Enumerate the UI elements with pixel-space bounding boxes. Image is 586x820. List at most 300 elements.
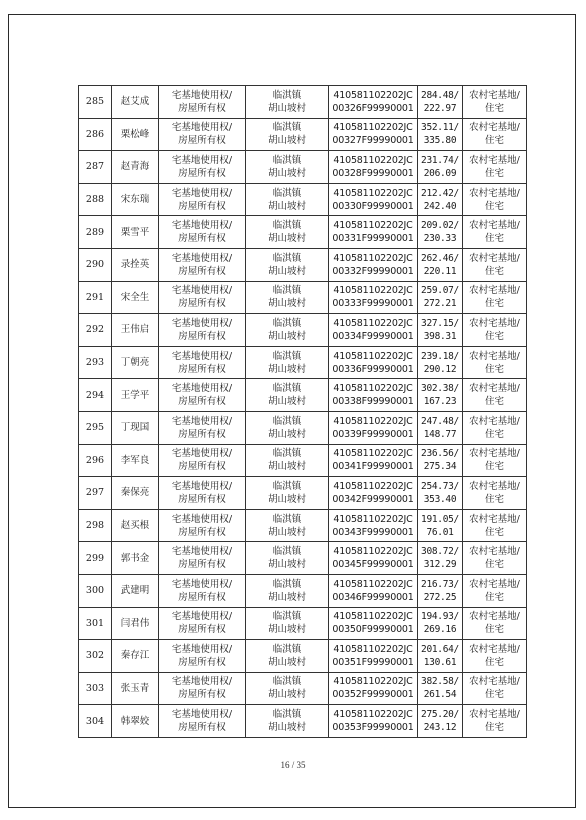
location-line: 临淇镇 bbox=[272, 578, 302, 590]
area-cell bbox=[418, 542, 463, 575]
area-line: 275.20/ bbox=[421, 709, 459, 721]
land-use-line: 农村宅基地/ bbox=[469, 285, 520, 297]
location-line: 胡山坡村 bbox=[267, 526, 306, 538]
location-line: 临淇镇 bbox=[272, 89, 302, 101]
right-type-cell bbox=[159, 281, 246, 314]
area-cell bbox=[418, 216, 463, 249]
land-use-line: 农村宅基地/ bbox=[469, 480, 520, 492]
location-cell bbox=[246, 216, 329, 249]
location-cell bbox=[246, 118, 329, 151]
unit-code-line: 00338F99990001 bbox=[332, 396, 414, 408]
right-type-cell bbox=[159, 248, 246, 281]
unit-code-line: 00342F99990001 bbox=[332, 493, 414, 505]
area-line: 201.64/ bbox=[421, 643, 459, 655]
right-type-line: 宅基地使用权/ bbox=[171, 513, 233, 525]
serial-number-cell: 293 bbox=[79, 346, 112, 379]
unit-code-cell bbox=[329, 411, 418, 444]
area-line: 269.16 bbox=[423, 624, 457, 636]
area-line: 239.18/ bbox=[421, 350, 459, 362]
unit-code-line: 410581102202JC bbox=[333, 611, 413, 623]
owner-name-cell: 赵青海 bbox=[112, 151, 159, 184]
unit-code-line: 00333F99990001 bbox=[332, 298, 414, 310]
serial-number-cell: 292 bbox=[79, 314, 112, 347]
owner-name-cell: 栗雪平 bbox=[112, 216, 159, 249]
area-cell bbox=[418, 607, 463, 640]
location-line: 胡山坡村 bbox=[267, 396, 306, 408]
area-line: 312.29 bbox=[423, 559, 457, 571]
area-line: 130.61 bbox=[423, 656, 457, 668]
registration-table-body bbox=[79, 86, 527, 738]
right-type-cell bbox=[159, 118, 246, 151]
right-type-line: 宅基地使用权/ bbox=[171, 122, 233, 134]
serial-number-cell: 295 bbox=[79, 411, 112, 444]
unit-code-line: 410581102202JC bbox=[333, 154, 413, 166]
serial-number-cell: 289 bbox=[79, 216, 112, 249]
right-type-line: 房屋所有权 bbox=[178, 624, 226, 636]
location-line: 临淇镇 bbox=[272, 448, 302, 460]
right-type-line: 宅基地使用权/ bbox=[171, 480, 233, 492]
location-line: 胡山坡村 bbox=[267, 363, 306, 375]
unit-code-cell bbox=[329, 705, 418, 738]
location-line: 胡山坡村 bbox=[267, 461, 306, 473]
area-line: 261.54 bbox=[423, 689, 457, 701]
land-use-line: 农村宅基地/ bbox=[469, 415, 520, 427]
right-type-line: 宅基地使用权/ bbox=[171, 285, 233, 297]
land-use-line: 农村宅基地/ bbox=[469, 578, 520, 590]
land-use-cell bbox=[463, 509, 527, 542]
owner-name-cell: 栗松峰 bbox=[112, 118, 159, 151]
right-type-line: 房屋所有权 bbox=[178, 591, 226, 603]
serial-number-cell: 294 bbox=[79, 379, 112, 412]
land-use-line: 住宅 bbox=[484, 330, 504, 342]
land-use-cell bbox=[463, 705, 527, 738]
location-cell bbox=[246, 477, 329, 510]
unit-code-line: 410581102202JC bbox=[333, 285, 413, 297]
land-use-line: 住宅 bbox=[484, 102, 504, 114]
land-use-line: 住宅 bbox=[484, 135, 504, 147]
unit-code-cell bbox=[329, 640, 418, 673]
location-cell bbox=[246, 248, 329, 281]
land-use-line: 农村宅基地/ bbox=[469, 546, 520, 558]
right-type-cell bbox=[159, 411, 246, 444]
location-cell bbox=[246, 672, 329, 705]
unit-code-cell bbox=[329, 118, 418, 151]
land-use-line: 住宅 bbox=[484, 591, 504, 603]
area-line: 272.25 bbox=[423, 591, 457, 603]
area-line: 353.40 bbox=[423, 493, 457, 505]
land-use-cell bbox=[463, 411, 527, 444]
area-cell bbox=[418, 411, 463, 444]
right-type-line: 房屋所有权 bbox=[178, 135, 226, 147]
table-row bbox=[79, 314, 527, 347]
unit-code-cell bbox=[329, 444, 418, 477]
location-line: 胡山坡村 bbox=[267, 689, 306, 701]
right-type-line: 房屋所有权 bbox=[178, 200, 226, 212]
location-cell bbox=[246, 314, 329, 347]
area-line: 308.72/ bbox=[421, 546, 459, 558]
area-line: 230.33 bbox=[423, 233, 457, 245]
location-line: 临淇镇 bbox=[272, 480, 302, 492]
land-use-line: 农村宅基地/ bbox=[469, 220, 520, 232]
location-line: 临淇镇 bbox=[272, 611, 302, 623]
owner-name-cell: 郭书金 bbox=[112, 542, 159, 575]
right-type-cell bbox=[159, 183, 246, 216]
location-cell bbox=[246, 183, 329, 216]
owner-name-cell: 丁朝亮 bbox=[112, 346, 159, 379]
area-line: 191.05/ bbox=[421, 513, 459, 525]
area-line: 352.11/ bbox=[421, 122, 459, 134]
unit-code-line: 410581102202JC bbox=[333, 350, 413, 362]
unit-code-cell bbox=[329, 672, 418, 705]
right-type-cell bbox=[159, 509, 246, 542]
unit-code-line: 410581102202JC bbox=[333, 513, 413, 525]
area-cell bbox=[418, 444, 463, 477]
serial-number-cell: 285 bbox=[79, 86, 112, 119]
location-line: 临淇镇 bbox=[272, 546, 302, 558]
registration-table bbox=[78, 85, 527, 738]
area-cell bbox=[418, 281, 463, 314]
location-line: 临淇镇 bbox=[272, 187, 302, 199]
land-use-line: 住宅 bbox=[484, 656, 504, 668]
location-line: 临淇镇 bbox=[272, 350, 302, 362]
right-type-line: 宅基地使用权/ bbox=[171, 383, 233, 395]
unit-code-line: 00352F99990001 bbox=[332, 689, 414, 701]
unit-code-cell bbox=[329, 574, 418, 607]
unit-code-cell bbox=[329, 509, 418, 542]
area-line: 167.23 bbox=[423, 396, 457, 408]
location-line: 临淇镇 bbox=[272, 220, 302, 232]
unit-code-cell bbox=[329, 542, 418, 575]
land-use-cell bbox=[463, 477, 527, 510]
land-use-line: 农村宅基地/ bbox=[469, 187, 520, 199]
land-use-cell bbox=[463, 574, 527, 607]
area-cell bbox=[418, 183, 463, 216]
serial-number-cell: 298 bbox=[79, 509, 112, 542]
area-line: 206.09 bbox=[423, 167, 457, 179]
location-line: 临淇镇 bbox=[272, 317, 302, 329]
land-use-line: 住宅 bbox=[484, 461, 504, 473]
right-type-line: 房屋所有权 bbox=[178, 396, 226, 408]
serial-number-cell: 302 bbox=[79, 640, 112, 673]
right-type-line: 房屋所有权 bbox=[178, 363, 226, 375]
area-line: 220.11 bbox=[423, 265, 457, 277]
area-line: 236.56/ bbox=[421, 448, 459, 460]
unit-code-cell bbox=[329, 346, 418, 379]
area-cell bbox=[418, 86, 463, 119]
serial-number-cell: 291 bbox=[79, 281, 112, 314]
right-type-cell bbox=[159, 640, 246, 673]
land-use-line: 住宅 bbox=[484, 624, 504, 636]
right-type-line: 房屋所有权 bbox=[178, 461, 226, 473]
area-cell bbox=[418, 151, 463, 184]
land-use-cell bbox=[463, 86, 527, 119]
serial-number-cell: 299 bbox=[79, 542, 112, 575]
unit-code-line: 410581102202JC bbox=[333, 187, 413, 199]
serial-number-cell: 296 bbox=[79, 444, 112, 477]
owner-name-cell: 李军良 bbox=[112, 444, 159, 477]
right-type-line: 宅基地使用权/ bbox=[171, 350, 233, 362]
right-type-cell bbox=[159, 379, 246, 412]
right-type-line: 房屋所有权 bbox=[178, 493, 226, 505]
location-line: 胡山坡村 bbox=[267, 722, 306, 734]
location-line: 临淇镇 bbox=[272, 709, 302, 721]
right-type-line: 房屋所有权 bbox=[178, 265, 226, 277]
table-row bbox=[79, 118, 527, 151]
land-use-cell bbox=[463, 444, 527, 477]
land-use-cell bbox=[463, 248, 527, 281]
unit-code-line: 00327F99990001 bbox=[332, 135, 414, 147]
location-cell bbox=[246, 151, 329, 184]
table-row bbox=[79, 574, 527, 607]
serial-number-cell: 288 bbox=[79, 183, 112, 216]
land-use-cell bbox=[463, 314, 527, 347]
right-type-line: 宅基地使用权/ bbox=[171, 415, 233, 427]
land-use-cell bbox=[463, 672, 527, 705]
right-type-cell bbox=[159, 346, 246, 379]
location-line: 胡山坡村 bbox=[267, 493, 306, 505]
table-row bbox=[79, 411, 527, 444]
right-type-line: 宅基地使用权/ bbox=[171, 448, 233, 460]
location-cell bbox=[246, 607, 329, 640]
right-type-cell bbox=[159, 574, 246, 607]
page-number: 16 / 35 bbox=[280, 760, 306, 770]
land-use-cell bbox=[463, 379, 527, 412]
land-use-line: 住宅 bbox=[484, 200, 504, 212]
location-cell bbox=[246, 640, 329, 673]
unit-code-cell bbox=[329, 477, 418, 510]
area-line: 262.46/ bbox=[421, 252, 459, 264]
table-row bbox=[79, 151, 527, 184]
location-line: 临淇镇 bbox=[272, 252, 302, 264]
location-line: 胡山坡村 bbox=[267, 233, 306, 245]
serial-number-cell: 304 bbox=[79, 705, 112, 738]
area-line: 212.42/ bbox=[421, 187, 459, 199]
serial-number-cell: 286 bbox=[79, 118, 112, 151]
right-type-line: 宅基地使用权/ bbox=[171, 187, 233, 199]
land-use-line: 住宅 bbox=[484, 722, 504, 734]
right-type-line: 宅基地使用权/ bbox=[171, 578, 233, 590]
area-line: 254.73/ bbox=[421, 480, 459, 492]
land-use-line: 住宅 bbox=[484, 167, 504, 179]
right-type-line: 房屋所有权 bbox=[178, 428, 226, 440]
location-cell bbox=[246, 705, 329, 738]
owner-name-cell: 赵买根 bbox=[112, 509, 159, 542]
area-line: 327.15/ bbox=[421, 317, 459, 329]
serial-number-cell: 300 bbox=[79, 574, 112, 607]
right-type-cell bbox=[159, 151, 246, 184]
unit-code-line: 410581102202JC bbox=[333, 252, 413, 264]
land-use-line: 农村宅基地/ bbox=[469, 643, 520, 655]
location-line: 胡山坡村 bbox=[267, 656, 306, 668]
land-use-line: 住宅 bbox=[484, 363, 504, 375]
unit-code-cell bbox=[329, 607, 418, 640]
area-line: 284.48/ bbox=[421, 89, 459, 101]
area-line: 382.58/ bbox=[421, 676, 459, 688]
right-type-line: 宅基地使用权/ bbox=[171, 317, 233, 329]
right-type-line: 宅基地使用权/ bbox=[171, 611, 233, 623]
area-cell bbox=[418, 672, 463, 705]
right-type-line: 房屋所有权 bbox=[178, 167, 226, 179]
land-use-line: 农村宅基地/ bbox=[469, 676, 520, 688]
area-line: 275.34 bbox=[423, 461, 457, 473]
table-row bbox=[79, 509, 527, 542]
table-row bbox=[79, 281, 527, 314]
unit-code-cell bbox=[329, 86, 418, 119]
unit-code-line: 410581102202JC bbox=[333, 317, 413, 329]
right-type-cell bbox=[159, 542, 246, 575]
unit-code-line: 410581102202JC bbox=[333, 480, 413, 492]
table-row bbox=[79, 86, 527, 119]
location-line: 胡山坡村 bbox=[267, 298, 306, 310]
right-type-line: 房屋所有权 bbox=[178, 722, 226, 734]
land-use-line: 农村宅基地/ bbox=[469, 448, 520, 460]
owner-name-cell: 韩翠姣 bbox=[112, 705, 159, 738]
land-use-line: 农村宅基地/ bbox=[469, 89, 520, 101]
right-type-line: 房屋所有权 bbox=[178, 689, 226, 701]
location-cell bbox=[246, 509, 329, 542]
unit-code-line: 410581102202JC bbox=[333, 643, 413, 655]
unit-code-cell bbox=[329, 216, 418, 249]
area-line: 76.01 bbox=[426, 526, 454, 538]
right-type-line: 宅基地使用权/ bbox=[171, 676, 233, 688]
land-use-line: 住宅 bbox=[484, 265, 504, 277]
area-line: 247.48/ bbox=[421, 415, 459, 427]
unit-code-cell bbox=[329, 281, 418, 314]
land-use-cell bbox=[463, 183, 527, 216]
unit-code-cell bbox=[329, 314, 418, 347]
right-type-cell bbox=[159, 607, 246, 640]
location-cell bbox=[246, 281, 329, 314]
area-line: 209.02/ bbox=[421, 220, 459, 232]
unit-code-line: 410581102202JC bbox=[333, 448, 413, 460]
land-use-cell bbox=[463, 118, 527, 151]
location-line: 胡山坡村 bbox=[267, 200, 306, 212]
unit-code-line: 00330F99990001 bbox=[332, 200, 414, 212]
location-line: 临淇镇 bbox=[272, 643, 302, 655]
area-line: 259.07/ bbox=[421, 285, 459, 297]
table-row bbox=[79, 705, 527, 738]
area-line: 231.74/ bbox=[421, 154, 459, 166]
location-cell bbox=[246, 86, 329, 119]
right-type-line: 宅基地使用权/ bbox=[171, 546, 233, 558]
unit-code-line: 00341F99990001 bbox=[332, 461, 414, 473]
owner-name-cell: 宋东瑞 bbox=[112, 183, 159, 216]
area-line: 216.73/ bbox=[421, 578, 459, 590]
location-line: 胡山坡村 bbox=[267, 167, 306, 179]
table-row bbox=[79, 248, 527, 281]
location-line: 临淇镇 bbox=[272, 676, 302, 688]
right-type-cell bbox=[159, 672, 246, 705]
owner-name-cell: 秦存江 bbox=[112, 640, 159, 673]
area-line: 242.40 bbox=[423, 200, 457, 212]
land-use-line: 住宅 bbox=[484, 233, 504, 245]
right-type-line: 房屋所有权 bbox=[178, 559, 226, 571]
unit-code-line: 00328F99990001 bbox=[332, 167, 414, 179]
serial-number-cell: 297 bbox=[79, 477, 112, 510]
right-type-line: 房屋所有权 bbox=[178, 526, 226, 538]
location-cell bbox=[246, 346, 329, 379]
unit-code-line: 00351F99990001 bbox=[332, 656, 414, 668]
area-cell bbox=[418, 248, 463, 281]
owner-name-cell: 王学平 bbox=[112, 379, 159, 412]
unit-code-cell bbox=[329, 379, 418, 412]
land-use-cell bbox=[463, 542, 527, 575]
location-cell bbox=[246, 542, 329, 575]
right-type-line: 房屋所有权 bbox=[178, 298, 226, 310]
right-type-cell bbox=[159, 477, 246, 510]
right-type-line: 房屋所有权 bbox=[178, 233, 226, 245]
land-use-cell bbox=[463, 281, 527, 314]
right-type-line: 宅基地使用权/ bbox=[171, 154, 233, 166]
area-line: 272.21 bbox=[423, 298, 457, 310]
land-use-line: 住宅 bbox=[484, 689, 504, 701]
area-line: 290.12 bbox=[423, 363, 457, 375]
location-line: 胡山坡村 bbox=[267, 330, 306, 342]
serial-number-cell: 287 bbox=[79, 151, 112, 184]
area-cell bbox=[418, 346, 463, 379]
right-type-line: 宅基地使用权/ bbox=[171, 709, 233, 721]
area-cell bbox=[418, 379, 463, 412]
location-line: 临淇镇 bbox=[272, 122, 302, 134]
right-type-line: 宅基地使用权/ bbox=[171, 89, 233, 101]
right-type-cell bbox=[159, 314, 246, 347]
table-row bbox=[79, 542, 527, 575]
serial-number-cell: 303 bbox=[79, 672, 112, 705]
serial-number-cell: 290 bbox=[79, 248, 112, 281]
owner-name-cell: 秦保亮 bbox=[112, 477, 159, 510]
location-line: 临淇镇 bbox=[272, 285, 302, 297]
land-use-cell bbox=[463, 640, 527, 673]
unit-code-line: 00326F99990001 bbox=[332, 102, 414, 114]
unit-code-line: 410581102202JC bbox=[333, 122, 413, 134]
area-cell bbox=[418, 477, 463, 510]
area-cell bbox=[418, 574, 463, 607]
land-use-cell bbox=[463, 346, 527, 379]
location-cell bbox=[246, 574, 329, 607]
land-use-line: 农村宅基地/ bbox=[469, 317, 520, 329]
area-cell bbox=[418, 118, 463, 151]
unit-code-line: 00343F99990001 bbox=[332, 526, 414, 538]
right-type-line: 宅基地使用权/ bbox=[171, 220, 233, 232]
area-line: 194.93/ bbox=[421, 611, 459, 623]
location-line: 胡山坡村 bbox=[267, 559, 306, 571]
right-type-line: 房屋所有权 bbox=[178, 330, 226, 342]
location-line: 胡山坡村 bbox=[267, 102, 306, 114]
land-use-line: 农村宅基地/ bbox=[469, 252, 520, 264]
location-line: 胡山坡村 bbox=[267, 591, 306, 603]
unit-code-cell bbox=[329, 248, 418, 281]
table-row bbox=[79, 477, 527, 510]
unit-code-line: 00345F99990001 bbox=[332, 559, 414, 571]
land-use-line: 住宅 bbox=[484, 559, 504, 571]
table-row bbox=[79, 444, 527, 477]
unit-code-line: 00353F99990001 bbox=[332, 722, 414, 734]
land-use-line: 农村宅基地/ bbox=[469, 709, 520, 721]
location-line: 胡山坡村 bbox=[267, 265, 306, 277]
unit-code-line: 410581102202JC bbox=[333, 546, 413, 558]
area-line: 398.31 bbox=[423, 330, 457, 342]
location-line: 临淇镇 bbox=[272, 415, 302, 427]
unit-code-line: 410581102202JC bbox=[333, 383, 413, 395]
unit-code-line: 00334F99990001 bbox=[332, 330, 414, 342]
land-use-line: 农村宅基地/ bbox=[469, 611, 520, 623]
area-line: 222.97 bbox=[423, 102, 457, 114]
area-line: 302.38/ bbox=[421, 383, 459, 395]
unit-code-line: 410581102202JC bbox=[333, 220, 413, 232]
location-line: 胡山坡村 bbox=[267, 135, 306, 147]
table-row bbox=[79, 607, 527, 640]
location-cell bbox=[246, 411, 329, 444]
